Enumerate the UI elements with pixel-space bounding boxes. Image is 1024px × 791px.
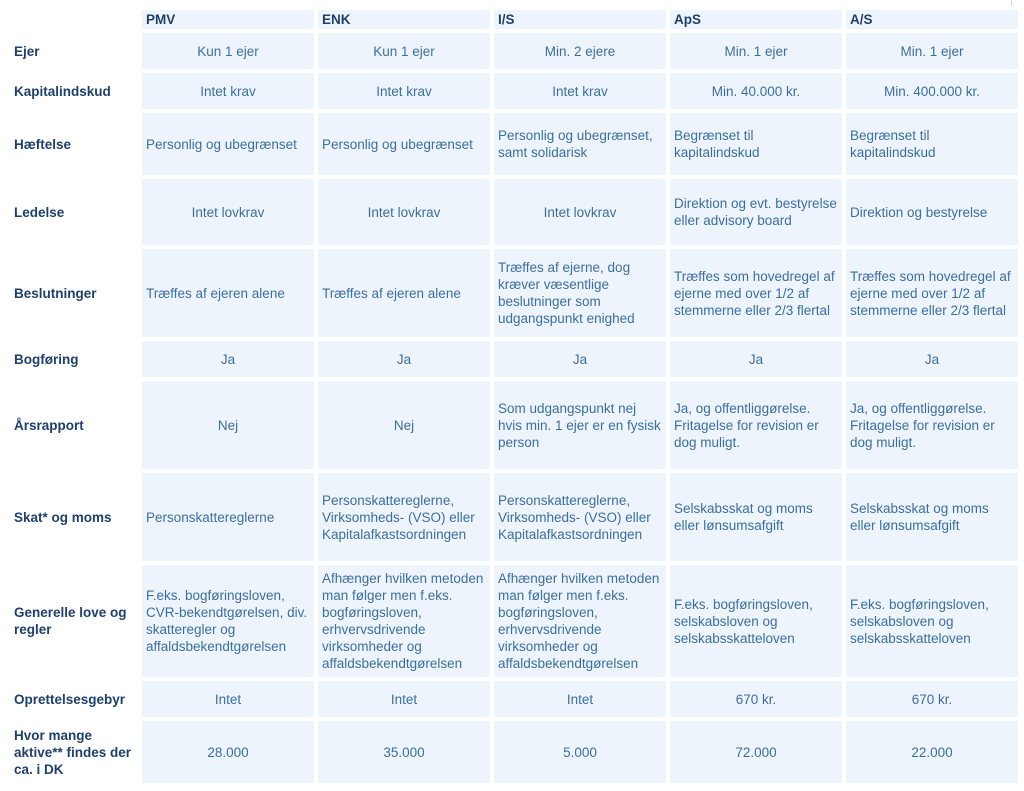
table-cell: F.eks. bogføringsloven, CVR-bekendtgørelsen, div. skatteregler og affaldsbekendtgørelsen (142, 565, 314, 677)
table-cell: Intet krav (142, 73, 314, 109)
table-row-aarsrapport (10, 381, 1018, 469)
header-row (10, 10, 1018, 29)
column-header-as: A/S (846, 10, 1018, 29)
table-cell: Afhænger hvilken metoden man følger men f.eks. bogføringsloven, erhvervsdrivende virksomheder og affaldsbekendtgørelsen (494, 565, 666, 677)
header-corner (10, 10, 138, 29)
table-cell: Nej (142, 381, 314, 469)
table-cell: Træffes som hovedregel af ejerne med over 1/2 af stemmerne eller 2/3 flertal (846, 249, 1018, 337)
row-label-kapitalindskud: Kapitalindskud (10, 73, 138, 109)
column-header-pmv: PMV (142, 10, 314, 29)
table-cell: Kun 1 ejer (318, 33, 490, 69)
column-header-enk: ENK (318, 10, 490, 29)
row-label-bogfoering: Bogføring (10, 341, 138, 377)
table-cell: Træffes af ejerne, dog kræver væsentlige beslutninger som udgangspunkt enighed (494, 249, 666, 337)
table-cell: Ja (318, 341, 490, 377)
table-cell: Ja (670, 341, 842, 377)
table-cell: Min. 1 ejer (846, 33, 1018, 69)
table-cell: Intet (494, 681, 666, 717)
table-cell: 35.000 (318, 721, 490, 783)
row-label-beslutninger: Beslutninger (10, 249, 138, 337)
table-row-haeftelse (10, 113, 1018, 175)
table-cell: Træffes som hovedregel af ejerne med over 1/2 af stemmerne eller 2/3 flertal (670, 249, 842, 337)
table-cell: 28.000 (142, 721, 314, 783)
row-label-love: Generelle love og regler (10, 565, 138, 677)
table-cell: Personskattereglerne, Virksomheds- (VSO) eller Kapitalafkastsordningen (494, 473, 666, 561)
table-cell: 5.000 (494, 721, 666, 783)
table-cell: Intet krav (318, 73, 490, 109)
table-cell: 670 kr. (846, 681, 1018, 717)
table-cell: Min. 40.000 kr. (670, 73, 842, 109)
table-cell: Personlig og ubegrænset (318, 113, 490, 175)
table-cell: Afhænger hvilken metoden man følger men f.eks. bogføringsloven, erhvervsdrivende virksomheder og affaldsbekendtgørelsen (318, 565, 490, 677)
table-cell: Min. 2 ejere (494, 33, 666, 69)
column-header-aps: ApS (670, 10, 842, 29)
table-cell: Som udgangspunkt nej hvis min. 1 ejer er en fysisk person (494, 381, 666, 469)
table-cell: Personlig og ubegrænset, samt solidarisk (494, 113, 666, 175)
table-cell: Direktion og evt. bestyrelse eller advisory board (670, 179, 842, 245)
column-header-is: I/S (494, 10, 666, 29)
table-cell: Ja, og offentliggørelse. Fritagelse for revision er dog muligt. (670, 381, 842, 469)
table-cell: Ja (494, 341, 666, 377)
table-cell: F.eks. bogføringsloven, selskabsloven og selskabsskatteloven (670, 565, 842, 677)
table-cell: Selskabsskat og moms eller lønsumsafgift (846, 473, 1018, 561)
table-cell: F.eks. bogføringsloven, selskabsloven og selskabsskatteloven (846, 565, 1018, 677)
row-label-ledelse: Ledelse (10, 179, 138, 245)
row-label-antal: Hvor mange aktive** findes der ca. i DK (10, 721, 138, 783)
table-row-beslutninger (10, 249, 1018, 337)
table-cell: Begrænset til kapitalindskud (846, 113, 1018, 175)
company-form-comparison-table (6, 6, 1022, 787)
table-cell: Ja, og offentliggørelse. Fritagelse for revision er dog muligt. (846, 381, 1018, 469)
table-row-love (10, 565, 1018, 677)
table-cell: Træffes af ejeren alene (142, 249, 314, 337)
table-row-bogfoering (10, 341, 1018, 377)
table-cell: Min. 1 ejer (670, 33, 842, 69)
table-cell: Personskattereglerne, Virksomheds- (VSO) eller Kapitalafkastsordningen (318, 473, 490, 561)
table-cell: Min. 400.000 kr. (846, 73, 1018, 109)
table-row-antal (10, 721, 1018, 783)
table-cell: Ja (846, 341, 1018, 377)
table-row-ejer (10, 33, 1018, 69)
row-label-haeftelse: Hæftelse (10, 113, 138, 175)
table-cell: 670 kr. (670, 681, 842, 717)
table-cell: Personlig og ubegrænset (142, 113, 314, 175)
table-cell: Intet lovkrav (318, 179, 490, 245)
table-row-kapitalindskud (10, 73, 1018, 109)
row-label-aarsrapport: Årsrapport (10, 381, 138, 469)
table-cell: Personskattereglerne (142, 473, 314, 561)
table-cell: Intet lovkrav (494, 179, 666, 245)
table-cell: Direktion og bestyrelse (846, 179, 1018, 245)
table-cell: Kun 1 ejer (142, 33, 314, 69)
row-label-oprettelsesgebyr: Oprettelsesgebyr (10, 681, 138, 717)
table-cell: 72.000 (670, 721, 842, 783)
table-cell: Intet (142, 681, 314, 717)
table-cell: Intet krav (494, 73, 666, 109)
table-cell: Selskabsskat og moms eller lønsumsafgift (670, 473, 842, 561)
row-label-skat: Skat* og moms (10, 473, 138, 561)
table-cell: 22.000 (846, 721, 1018, 783)
table-cell: Nej (318, 381, 490, 469)
row-label-ejer: Ejer (10, 33, 138, 69)
table-cell: Ja (142, 341, 314, 377)
table-row-skat (10, 473, 1018, 561)
table-cell: Begrænset til kapitalindskud (670, 113, 842, 175)
table-row-ledelse (10, 179, 1018, 245)
table-cell: Intet (318, 681, 490, 717)
table-row-oprettelsesgebyr (10, 681, 1018, 717)
table-cell: Intet lovkrav (142, 179, 314, 245)
table-cell: Træffes af ejeren alene (318, 249, 490, 337)
